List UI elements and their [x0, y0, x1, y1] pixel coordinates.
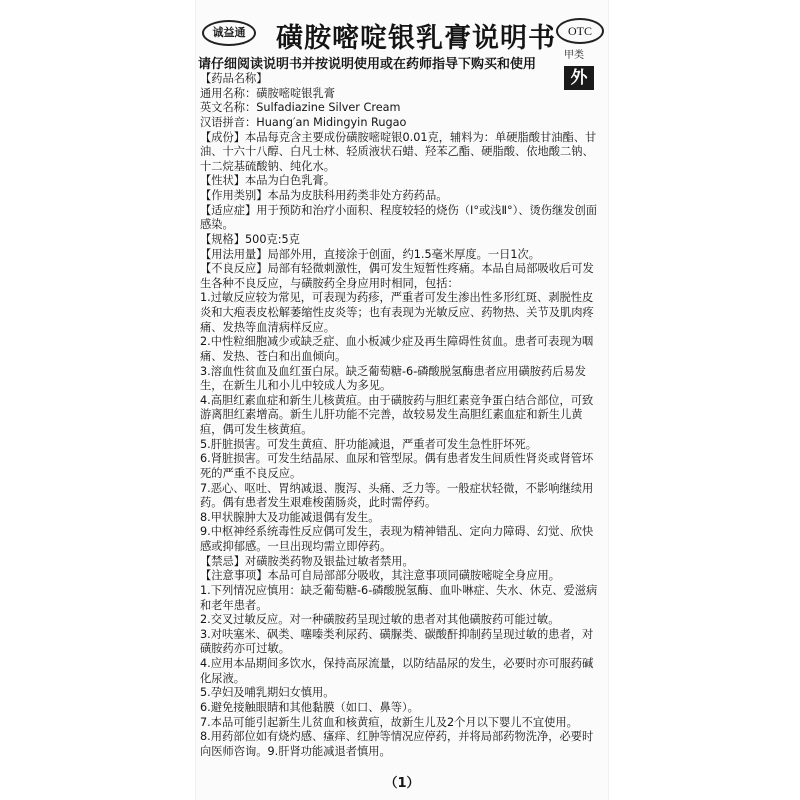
precaution-item-4: 4.应用本品期间多饮水，保持高尿流量，以防结晶尿的发生，必要时亦可服药碱化尿液。 [200, 657, 594, 685]
adverse-item-8: 8.甲状腺肿大及功能减退偶有发生。 [200, 510, 380, 524]
precaution-item-5: 5.孕妇及哺乳期妇女慎用。 [200, 686, 335, 700]
section-indications: 【适应症】用于预防和治疗小面积、程度较轻的烧伤（Ⅰ°或浅Ⅱ°）、烫伤继发创面感染。 [200, 203, 597, 232]
section-drug-name-heading: 【药品名称】 [200, 72, 268, 85]
precaution-item-2: 2.交叉过敏反应。对一种磺胺药呈现过敏的患者对其他磺胺药可能过敏。 [200, 613, 560, 627]
page-number: （1） [384, 776, 420, 791]
otc-class-label: 甲类 [564, 50, 584, 61]
adverse-item-4: 4.高胆红素血症和新生儿核黄疸。由于磺胺药与胆红素竞争蛋白结合部位，可致游离胆红素增高。新生儿肝功能不完善，故较易发生高胆红素血症和新生儿黄疸，偶可发生核黄疸。 [200, 393, 594, 436]
section-ingredients: 【成份】本品每克含主要成份磺胺嘧啶银0.01克，辅料为：单硬脂酸甘油酯、甘油、十六十八醇、白凡士林、轻质液状石蜡、羟苯乙酯、硬脂酸、依地酸二钠、十二烷基硫酸钠、纯化水。 [200, 130, 597, 173]
precaution-item-1: 1.下列情况应慎用：缺乏葡萄糖-6-磷酸脱氢酶、血卟啉症、失水、休克、爱滋病和老年患者。 [200, 583, 598, 612]
leaflet-body [200, 72, 604, 759]
section-adverse-reactions: 【不良反应】局部有轻微刺激性，偶可发生短暂性疼痛。本品自局部吸收后可发生各种不良反应，与磺胺药全身应用时相同，包括： [200, 262, 594, 290]
section-dosage: 【用法用量】局部外用，直接涂于创面，约1.5毫米厚度。一日1次。 [200, 247, 541, 261]
section-specification: 【规格】500克:5克 [200, 232, 300, 246]
section-pinyin-name: 汉语拼音：Huang′an Midingyin Rugao [200, 115, 407, 129]
precaution-item-7: 7.本品可能引起新生儿贫血和核黄疸，故新生儿及2个月以下婴儿不宜使用。 [200, 715, 578, 729]
adverse-item-2: 2.中性粒细胞减少或缺乏症、血小板减少症及再生障碍性贫血。患者可表现为咽痛、发热、苍白和出血倾向。 [200, 335, 594, 363]
adverse-item-9: 9.中枢神经系统毒性反应偶可发生，表现为精神错乱、定向力障碍、幻觉、欣快感或抑郁感。一旦出现均需立即停药。 [200, 525, 594, 553]
adverse-item-3: 3.溶血性贫血及血红蛋白尿。缺乏葡萄糖-6-磷酸脱氢酶患者应用磺胺药后易发生，在新生儿和小儿中较成人为多见。 [200, 364, 587, 393]
precaution-item-6: 6.避免接触眼睛和其他黏膜（如口、鼻等）。 [200, 700, 419, 714]
adverse-item-5: 5.肝脏损害。可发生黄疸、肝功能减退，严重者可发生急性肝坏死。 [200, 437, 537, 451]
precaution-item-3: 3.对呋塞米、砜类、噻嗪类利尿药、磺脲类、碳酸酐抑制药呈现过敏的患者，对磺胺药亦可过敏。 [200, 627, 594, 656]
otc-badge: OTC [556, 18, 604, 44]
section-precautions: 【注意事项】本品可自局部部分吸收，其注意事项同磺胺嘧啶全身应用。 [200, 569, 561, 583]
section-generic-name: 通用名称：磺胺嘧啶银乳膏 [200, 86, 336, 100]
adverse-item-1: 1.过敏反应较为常见，可表现为药疹，严重者可发生渗出性多形红斑、剥脱性皮炎和大疱表皮松解萎缩性皮炎等；也有表现为光敏反应、药物热、关节及肌肉疼痛、发热等血清病样反应。 [200, 291, 594, 334]
brand-logo: 诚益通 [202, 20, 256, 46]
precaution-item-8-9: 8.用药部位如有烧灼感、瘙痒、红肿等情况应停药，并将局部药物洗净，必要时向医师咨询。9.肝肾功能减退者慎用。 [200, 730, 594, 758]
section-category: 【作用类别】本品为皮肤科用药类非处方药药品。 [200, 189, 448, 202]
adverse-item-6: 6.肾脏损害。可发生结晶尿、血尿和管型尿。偶有患者发生间质性肾炎或肾管坏死的严重不良反应。 [200, 452, 594, 480]
section-contraindications: 【禁忌】对磺胺类药物及银盐过敏者禁用。 [200, 554, 414, 568]
adverse-item-7: 7.恶心、呕吐、胃纳减退、腹泻、头痛、乏力等。一般症状轻微，不影响继续用药。偶有患者发生艰难梭菌肠炎，此时需停药。 [200, 481, 594, 510]
usage-note: 请仔细阅读说明书并按说明使用或在药师指导下购买和使用 [198, 57, 537, 72]
external-use-badge: 外 [564, 66, 594, 90]
section-appearance: 【性状】本品为白色乳膏。 [200, 174, 336, 188]
section-english-name: 英文名称：Sulfadiazine Silver Cream [200, 101, 401, 115]
leaflet-title: 磺胺嘧啶银乳膏说明书 [276, 23, 556, 54]
